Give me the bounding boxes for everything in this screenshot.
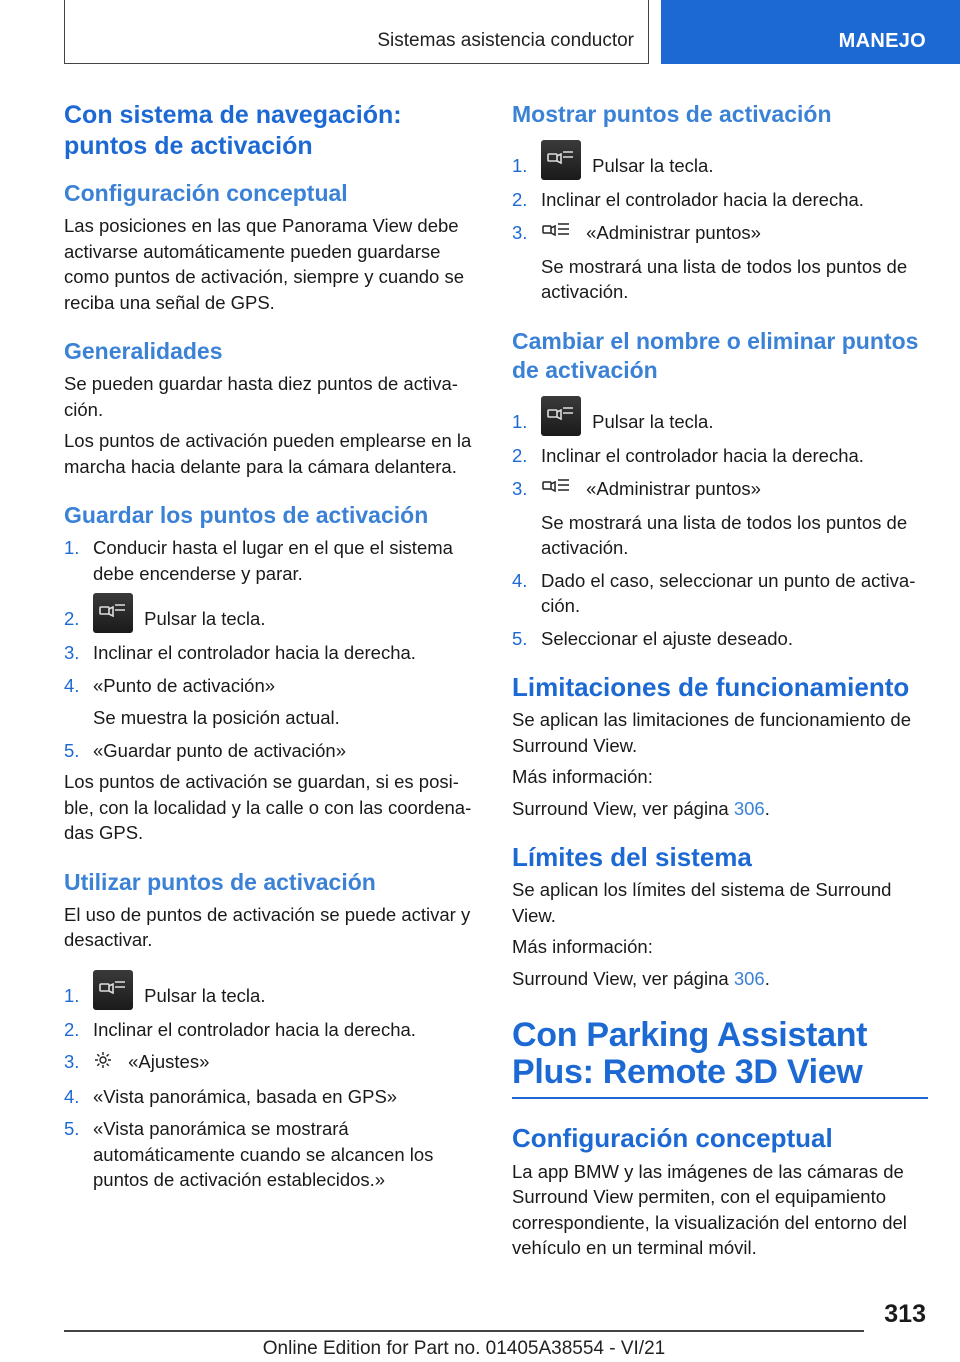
step-text: Pulsar la tecla. (144, 608, 266, 629)
concept-heading: Configuración conceptual (64, 180, 348, 206)
chapter-title (512, 1017, 927, 1091)
list-item (64, 640, 479, 666)
show-heading: Mostrar puntos de activación (512, 101, 832, 127)
step-text: Pulsar la tecla. (592, 410, 714, 432)
step-number: 3. (64, 642, 80, 664)
camera-button-icon (541, 396, 581, 436)
system-heading: Límites del sistema (512, 842, 752, 873)
general-p2: Los puntos de activación pueden emplearse en la marcha hacia delante para la cámara delantera. (64, 430, 472, 477)
page-link[interactable]: 306 (733, 967, 765, 989)
header-title: Sistemas asistencia conductor (377, 30, 634, 51)
step-text: Pulsar la tecla. (144, 984, 266, 1006)
list-item (512, 626, 927, 652)
list-item (64, 738, 479, 764)
list-item (64, 983, 479, 1010)
step-number: 1. (512, 410, 528, 432)
step-number: 2. (512, 189, 528, 211)
save-after-text: Los puntos de activación se guardan, si es posible, con la localidad y la calle o con las coordenadas GPS. (64, 771, 472, 844)
chapter-tab-label: MANEJO (838, 30, 926, 52)
list-item (64, 1084, 479, 1110)
step-text: Inclinar el controlador hacia la derecha. (93, 642, 416, 664)
step-text: «Guardar punto de activación» (93, 739, 347, 761)
general-heading: Generalidades (64, 338, 223, 364)
step-text: «Administrar puntos» (586, 221, 761, 243)
ref-period: . (764, 967, 770, 989)
step-number: 5. (512, 627, 528, 649)
list-item (512, 220, 927, 305)
limits-text: Se aplican las limitaciones de funcionamiento de Surround View. (512, 709, 912, 756)
step-number: 4. (64, 674, 80, 696)
step-number: 5. (64, 739, 80, 761)
save-heading: Guardar los puntos de activación (64, 502, 429, 528)
ref-text: Surround View, ver página (512, 797, 729, 819)
step-text: Conducir hasta el lugar en el que el sistema debe encenderse y parar. (93, 537, 453, 584)
list-item (512, 476, 927, 561)
chapter-title-line: Plus: Remote 3D View (512, 1053, 863, 1092)
right-column (512, 100, 927, 1261)
page-number: 313 (884, 1300, 926, 1328)
limits-heading: Limitaciones de funcionamiento (512, 672, 910, 703)
camera-button-icon (93, 593, 133, 633)
step-subtext: Se mostrará una lista de todos los puntos de activación. (541, 255, 908, 303)
ref-period: . (764, 797, 770, 819)
step-number: 4. (512, 569, 528, 591)
step-number: 3. (512, 221, 528, 243)
step-subtext: Se mostrará una lista de todos los puntos de activación. (541, 511, 908, 559)
camera-list-icon (541, 220, 571, 247)
camera-button-icon (541, 140, 581, 180)
step-text: Inclinar el controlador hacia la derecha. (541, 445, 864, 467)
left-column (64, 100, 479, 1193)
step-number: 1. (512, 155, 528, 176)
chapter-tab (661, 0, 960, 64)
list-item (64, 673, 479, 731)
footer-edition: Online Edition for Part no. 01405A38554 - VI/21 (262, 1338, 666, 1359)
concept2-heading: Configuración conceptual (512, 1122, 833, 1153)
concept2-text: La app BMW y las imágenes de las cámaras de Surround View permiten, con el equipamiento correspondiente, la visualización del entorno del vehículo en un terminal móvil. (512, 1160, 907, 1259)
list-item (512, 153, 927, 180)
step-text: «Administrar puntos» (586, 477, 761, 499)
header-box (64, 0, 649, 64)
step-text: Inclinar el controlador hacia la derecha. (93, 1018, 416, 1040)
list-item (64, 1017, 479, 1043)
chapter-divider (512, 1097, 928, 1099)
step-subtext: Se muestra la posición actual. (93, 707, 340, 729)
ref-text: Surround View, ver página (512, 967, 729, 989)
step-number: 1. (64, 537, 80, 558)
page-link[interactable]: 306 (733, 797, 765, 819)
use-heading: Utilizar puntos de activación (64, 868, 376, 895)
step-number: 5. (64, 1118, 80, 1140)
use-text: El uso de puntos de activación se puede activar y desactivar. (64, 903, 471, 951)
step-text: «Vista panorámica, basada en GPS» (93, 1085, 398, 1107)
footer-divider (64, 1330, 864, 1332)
camera-list-icon (541, 476, 571, 503)
rename-heading: Cambiar el nombre o eliminar puntos de activación (512, 327, 919, 383)
step-number: 2. (64, 608, 80, 629)
step-number: 3. (64, 1051, 80, 1073)
step-text: «Vista panorámica se mostrará automáticamente cuando se alcancen los puntos de activación establecidos.» (93, 1118, 434, 1191)
list-item (512, 187, 927, 213)
limits-ref (512, 796, 927, 822)
system-ref (512, 966, 927, 992)
step-text: Dado el caso, seleccionar un punto de activación. (541, 569, 916, 617)
list-item (512, 409, 927, 436)
list-item (64, 535, 479, 586)
step-number: 4. (64, 1085, 80, 1107)
step-number: 1. (64, 984, 80, 1006)
step-number: 2. (512, 445, 528, 467)
step-text: Inclinar el controlador hacia la derecha. (541, 189, 864, 211)
list-item (64, 606, 479, 633)
step-text: Seleccionar el ajuste deseado. (541, 627, 793, 649)
chapter-title-line: Con Parking Assistant (512, 1016, 868, 1055)
step-number: 2. (64, 1018, 80, 1040)
step-text: «Ajustes» (128, 1051, 210, 1073)
list-item (512, 568, 927, 619)
step-text: Pulsar la tecla. (592, 155, 714, 176)
camera-button-icon (93, 970, 133, 1010)
list-item (64, 1116, 479, 1193)
gear-icon (93, 1050, 113, 1077)
list-item (64, 1049, 479, 1076)
concept-text: Las posiciones en las que Panorama View debe activarse automáticamente pueden guardarse como puntos de activación, siempre y cuando se reciba una señal de GPS. (64, 215, 465, 313)
system-more: Más información: (512, 936, 653, 958)
list-item (512, 443, 927, 469)
section-title: Con sistema de navegación: puntos de activación (64, 101, 402, 160)
general-p1: Se pueden guardar hasta diez puntos de activación. (64, 373, 458, 420)
step-number: 3. (512, 477, 528, 499)
step-text: «Punto de activación» (93, 674, 276, 696)
system-text: Se aplican los límites del sistema de Surround View. (512, 879, 892, 926)
limits-more: Más información: (512, 766, 653, 788)
